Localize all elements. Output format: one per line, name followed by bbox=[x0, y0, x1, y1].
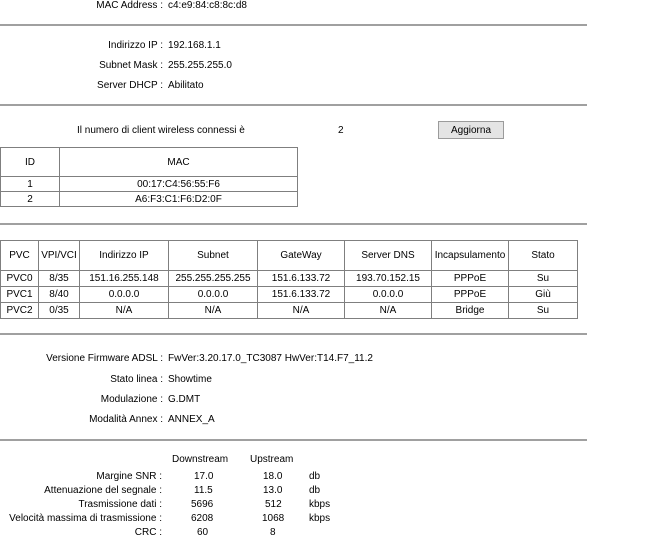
table-cell: PPPoE bbox=[432, 287, 509, 303]
attenuation-label: Attenuazione del segnale : bbox=[44, 485, 162, 496]
divider bbox=[0, 439, 587, 441]
table-cell: 0.0.0.0 bbox=[80, 287, 169, 303]
table-cell: N/A bbox=[169, 303, 258, 319]
column-header: GateWay bbox=[258, 241, 345, 271]
table-cell: 0.0.0.0 bbox=[169, 287, 258, 303]
ip-value: 192.168.1.1 bbox=[168, 40, 221, 51]
column-header: VPI/VCI bbox=[39, 241, 80, 271]
table-cell: 0/35 bbox=[39, 303, 80, 319]
table-cell: N/A bbox=[258, 303, 345, 319]
table-cell: PVC0 bbox=[1, 271, 39, 287]
table-row bbox=[1, 271, 578, 287]
table-row bbox=[1, 192, 298, 207]
attenuation-up: 13.0 bbox=[263, 485, 283, 496]
attenuation-down: 11.5 bbox=[194, 485, 213, 496]
table-header-row bbox=[1, 148, 298, 177]
ip-label: Indirizzo IP : bbox=[108, 40, 163, 51]
table-cell: 255.255.255.255 bbox=[169, 271, 258, 287]
subnet-label: Subnet Mask : bbox=[99, 60, 163, 71]
annex-value: ANNEX_A bbox=[168, 414, 215, 425]
table-row bbox=[1, 287, 578, 303]
snr-margin-up: 18.0 bbox=[263, 471, 283, 482]
table-cell: 1 bbox=[1, 177, 60, 192]
dhcp-label: Server DHCP : bbox=[97, 80, 163, 91]
table-header-row bbox=[1, 241, 578, 271]
divider bbox=[0, 24, 587, 26]
snr-margin-label: Margine SNR : bbox=[96, 471, 162, 482]
wireless-clients-table bbox=[0, 147, 298, 207]
divider bbox=[0, 104, 587, 106]
column-header: Server DNS bbox=[345, 241, 432, 271]
data-rate-unit: kbps bbox=[309, 499, 331, 510]
mac-label: MAC Address : bbox=[96, 0, 163, 11]
modulation-label: Modulazione : bbox=[100, 394, 163, 405]
table-cell: 8/40 bbox=[39, 287, 80, 303]
column-header: Subnet bbox=[169, 241, 258, 271]
snr-margin-down: 17.0 bbox=[194, 471, 214, 482]
data-rate-up: 512 bbox=[265, 499, 282, 510]
wireless-count-label: Il numero di client wireless connessi è bbox=[77, 125, 245, 136]
attenuation-unit: db bbox=[309, 485, 321, 496]
crc-label: CRC : bbox=[134, 527, 162, 538]
crc-up: 8 bbox=[270, 527, 276, 538]
table-cell: 0.0.0.0 bbox=[345, 287, 432, 303]
table-cell: N/A bbox=[80, 303, 169, 319]
table-cell: N/A bbox=[345, 303, 432, 319]
max-rate-down: 6208 bbox=[191, 513, 214, 524]
annex-label: Modalità Annex : bbox=[89, 414, 163, 425]
column-header: ID bbox=[1, 148, 60, 177]
subnet-value: 255.255.255.0 bbox=[168, 60, 232, 71]
modulation-value: G.DMT bbox=[168, 394, 201, 405]
refresh-button[interactable]: Aggiorna bbox=[438, 121, 504, 139]
data-rate-label: Trasmissione dati : bbox=[78, 499, 162, 510]
table-cell: Su bbox=[509, 303, 578, 319]
line-status-value: Showtime bbox=[168, 374, 212, 385]
firmware-label: Versione Firmware ADSL : bbox=[46, 353, 163, 364]
column-header: Indirizzo IP bbox=[80, 241, 169, 271]
line-status-label: Stato linea : bbox=[110, 374, 163, 385]
downstream-header: Downstream bbox=[172, 454, 229, 465]
snr-margin-unit: db bbox=[309, 471, 321, 482]
mac-value: c4:e9:84:c8:8c:d8 bbox=[168, 0, 247, 11]
pvc-table bbox=[0, 240, 578, 319]
table-cell: Su bbox=[509, 271, 578, 287]
table-cell: Giù bbox=[509, 287, 578, 303]
data-rate-down: 5696 bbox=[191, 499, 214, 510]
table-cell: PPPoE bbox=[432, 271, 509, 287]
dhcp-value: Abilitato bbox=[168, 80, 204, 91]
column-header: Incapsulamento bbox=[432, 241, 509, 271]
divider bbox=[0, 223, 587, 225]
table-cell: 2 bbox=[1, 192, 60, 207]
table-cell: A6:F3:C1:F6:D2:0F bbox=[60, 192, 298, 207]
table-cell: PVC2 bbox=[1, 303, 39, 319]
table-cell: Bridge bbox=[432, 303, 509, 319]
table-cell: 8/35 bbox=[39, 271, 80, 287]
max-rate-unit: kbps bbox=[309, 513, 331, 524]
firmware-value: FwVer:3.20.17.0_TC3087 HwVer:T14.F7_11.2 bbox=[168, 353, 373, 364]
table-cell: PVC1 bbox=[1, 287, 39, 303]
table-row bbox=[1, 303, 578, 319]
table-row bbox=[1, 177, 298, 192]
table-cell: 00:17:C4:56:55:F6 bbox=[60, 177, 298, 192]
upstream-header: Upstream bbox=[250, 454, 294, 465]
column-header: PVC bbox=[1, 241, 39, 271]
table-cell: 151.6.133.72 bbox=[258, 287, 345, 303]
crc-down: 60 bbox=[197, 527, 209, 538]
column-header: Stato bbox=[509, 241, 578, 271]
divider bbox=[0, 333, 587, 335]
max-rate-up: 1068 bbox=[262, 513, 285, 524]
table-cell: 193.70.152.15 bbox=[345, 271, 432, 287]
table-cell: 151.16.255.148 bbox=[80, 271, 169, 287]
table-cell: 151.6.133.72 bbox=[258, 271, 345, 287]
column-header: MAC bbox=[60, 148, 298, 177]
max-rate-label: Velocità massima di trasmissione : bbox=[9, 513, 162, 524]
wireless-count: 2 bbox=[338, 125, 344, 136]
